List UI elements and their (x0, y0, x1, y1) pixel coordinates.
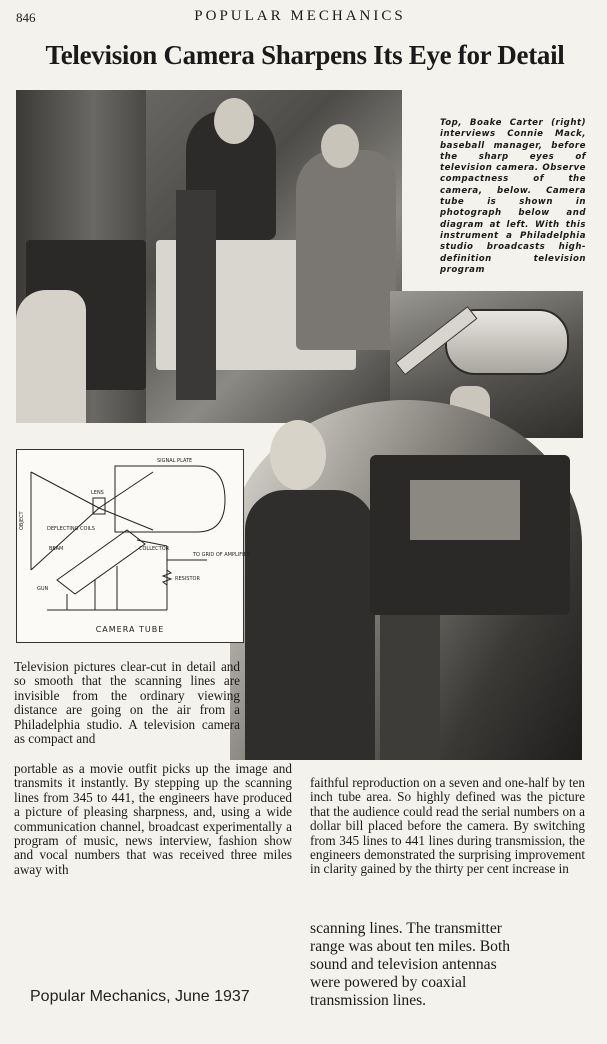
diagram-label-collector: COLLECTOR (139, 546, 170, 552)
source-credit: Popular Mechanics, June 1937 (30, 988, 250, 1005)
diagram-label-signal-plate: SIGNAL PLATE (157, 458, 193, 464)
article-intro: Television pictures clear-cut in detail and so smooth that the scanning lines are invisible from the ordinary viewing distance are going on the air from a Philadelphia studio. A television camera as compact and (14, 659, 240, 747)
diagram-label-resistor: RESISTOR (175, 576, 200, 582)
page-number: 846 (16, 10, 36, 25)
camera-tube-diagram (16, 449, 251, 643)
diagram-label-lens: LENS (91, 490, 104, 496)
article-left-column: portable as a movie outfit picks up the image and transmits it instantly. By stepping up the scanning lines from 345 to 441, the engineers have produced a picture of pleasing sharpness, and, using a wide communication channel, broadcast experimentally a program of music, news interview, fashion show and vocal numbers that was received three miles away with (14, 761, 292, 877)
headline: Television Camera Sharpens Its Eye for Detail (45, 40, 565, 70)
diagram-label-object: OBJECT (19, 511, 25, 530)
diagram-label-deflecting-coils: DEFLECTING COILS (47, 526, 95, 532)
article-right-column: faithful reproduction on a seven and one-half by ten inch tube area. So highly defined was the picture that the audience could read the serial numbers on a dollar bill placed before the camera. By switching from 345 lines to 441 lines during transmission, the engineers demonstrated the surprising improvement in clarity gained by the thirty per cent increase in (310, 775, 585, 877)
photo-caption: Top, Boake Carter (right) interviews Connie Mack, baseball manager, before the sharp eyes of television camera. Observe compactness of the camera, below. Camera tube is shown in photograph below and diagram at left. With this instrument a Philadelphia studio broadcasts high-definition television program (440, 118, 586, 275)
magazine-name: POPULAR MECHANICS (194, 8, 406, 24)
diagram-title: CAMERA TUBE (95, 625, 165, 634)
diagram-label-gun: GUN (37, 586, 49, 592)
diagram-drawing (17, 450, 251, 642)
diagram-label-to-grid: TO GRID OF AMPLIFIER (193, 552, 251, 558)
interview-photo (16, 90, 402, 423)
diagram-label-beam: BEAM (49, 546, 64, 552)
article-right-large: scanning lines. The transmitter range was about ten miles. Both sound and television antennas were powered by coaxial transmission lines. (310, 920, 511, 1009)
man-with-camera-photo (230, 400, 582, 760)
